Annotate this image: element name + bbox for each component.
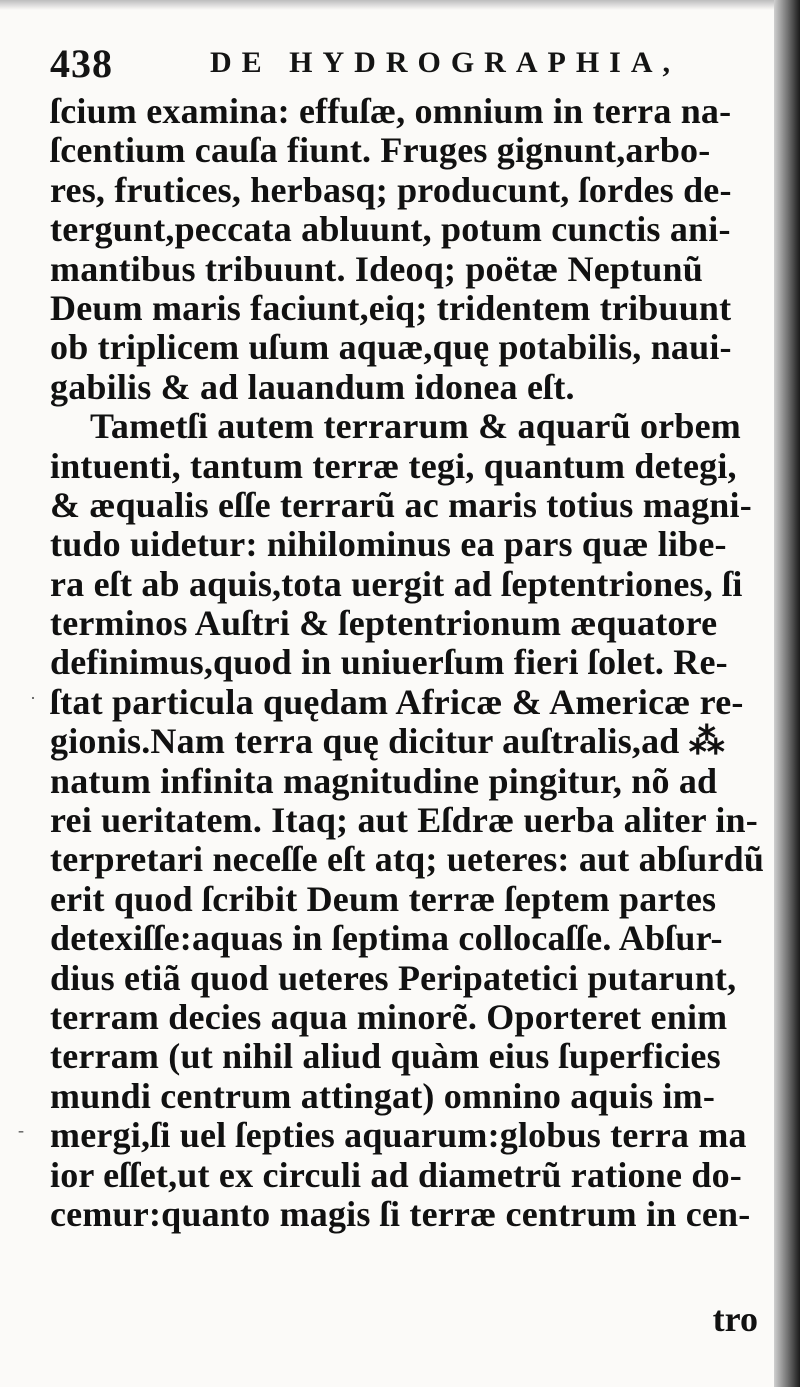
text-line: ra eſt ab aquis,tota uergit ad ſeptentriones, ſi xyxy=(50,563,743,604)
running-title: DE HYDROGRAPHIA, xyxy=(210,46,681,79)
text-line: terram (ut nihil aliud quàm eius ſuperficies xyxy=(50,1036,721,1077)
text-line: res, frutices, herbasq; producunt, ſordes de- xyxy=(50,169,732,210)
text-line: Deum maris faciunt,eiq; tridentem tribuunt xyxy=(50,287,732,328)
text-line: ob triplicem uſum aquæ,quę potabilis, naui- xyxy=(50,327,732,368)
text-line: ior eſſet,ut ex circuli ad diametrũ ratione do- xyxy=(50,1154,742,1195)
text-line: ſcentium cauſa fiunt. Fruges gignunt,arbo- xyxy=(50,130,711,171)
paragraph-start-line: Tametſi autem terrarum & aquarũ orbem xyxy=(90,406,741,447)
text-line: tudo uidetur: nihilominus ea pars quæ libe- xyxy=(50,524,727,565)
text-line: terminos Auſtri & ſeptentrionum æquatore xyxy=(50,603,718,644)
text-line: mundi centrum attingat) omnino aquis im- xyxy=(50,1075,716,1116)
text-line: cemur:quanto magis ſi terræ centrum in cen- xyxy=(50,1193,751,1234)
text-line: gionis.Nam terra quę dicitur auſtralis,ad ⁂ xyxy=(50,721,725,762)
body-text xyxy=(50,92,770,1234)
scan-right-edge xyxy=(774,0,800,1387)
catchword: tro xyxy=(712,1299,758,1339)
text-line: ſtat particula quędam Africæ & Americæ re- xyxy=(50,681,744,722)
text-line: intuenti, tantum terræ tegi, quantum detegi, xyxy=(50,445,737,486)
text-line: gabilis & ad lauandum idonea eſt. xyxy=(50,366,575,407)
margin-dash-mark: - xyxy=(18,1120,24,1140)
text-line: detexiſſe:aquas in ſeptima collocaſſe. Abſur- xyxy=(50,918,723,959)
text-line: erit quod ſcribit Deum terræ ſeptem partes xyxy=(50,878,717,919)
text-line: & æqualis eſſe terrarũ ac maris totius magni- xyxy=(50,484,752,525)
text-line: dius etiã quod ueteres Peripatetici putarunt, xyxy=(50,957,737,998)
text-line: rei ueritatem. Itaq; aut Eſdræ uerba aliter in- xyxy=(50,800,758,841)
text-line: tergunt,peccata abluunt, potum cunctis ani- xyxy=(50,209,731,250)
margin-dot-mark: · xyxy=(30,688,36,708)
text-line: natum infinita magnitudine pingitur, nõ ad xyxy=(50,760,718,801)
text-line: ſcium examina: effuſæ, omnium in terra na- xyxy=(50,91,732,131)
running-head xyxy=(50,40,680,88)
text-line: definimus,quod in uniuerſum fieri ſolet. Re- xyxy=(50,642,728,683)
text-line: mergi,ſi uel ſepties aquarum:globus terra ma xyxy=(50,1115,747,1156)
page-number: 438 xyxy=(50,41,113,86)
text-line: mantibus tribuunt. Ideoq; poëtæ Neptunũ xyxy=(50,248,703,289)
text-line: terram decies aqua minorẽ. Oporteret enim xyxy=(50,996,728,1037)
text-line: terpretari neceſſe eſt atq; ueteres: aut abſurdũ xyxy=(50,839,765,880)
scan-top-shadow xyxy=(0,0,800,10)
